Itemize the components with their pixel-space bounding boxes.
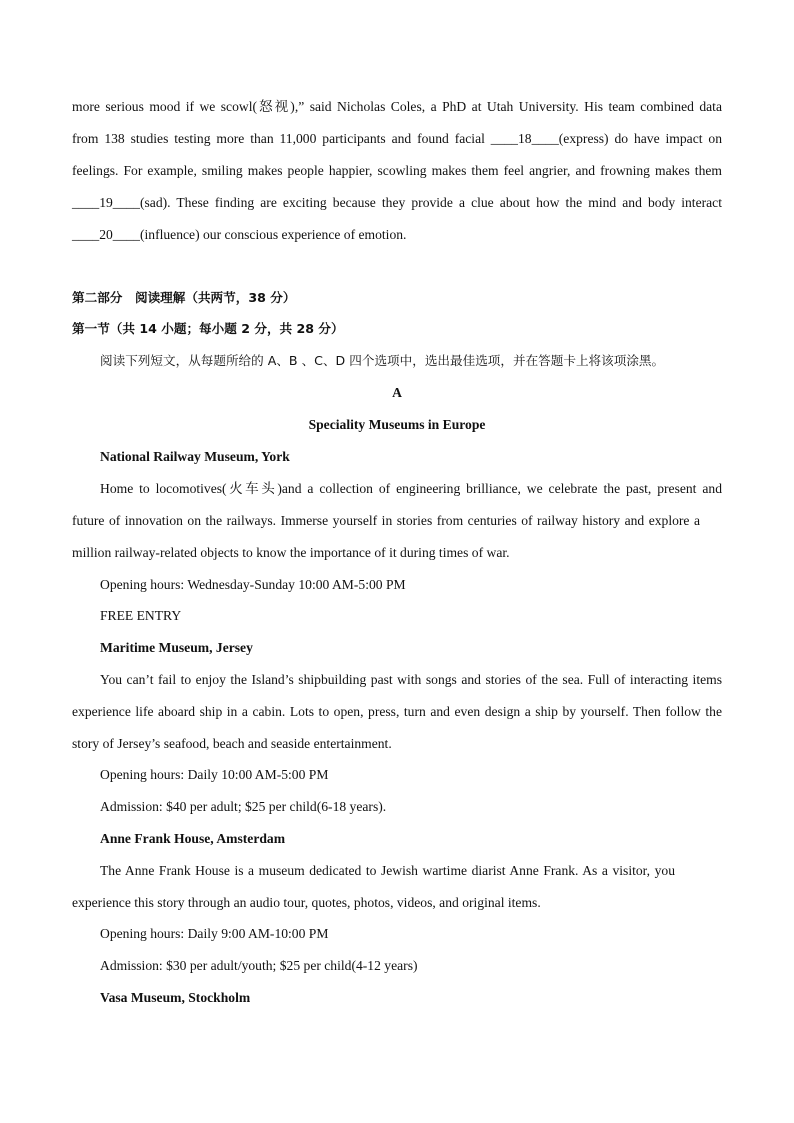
museum-hours: Opening hours: Daily 10:00 AM-5:00 PM (100, 767, 329, 782)
sub-heading: 第一节（共 14 小题；每小题 2 分，共 28 分） (72, 321, 344, 336)
museum-hours: Opening hours: Daily 9:00 AM-10:00 PM (100, 926, 329, 941)
instructions: 阅读下列短文，从每题所给的 A、B 、C、D 四个选项中，选出最佳选项，并在答题卡上将该项涂黑。 (100, 353, 665, 368)
museum-desc-line: story of Jersey’s seafood, beach and seaside entertainment. (72, 736, 392, 751)
cloze-line-4: ____19____(sad). These finding are exciting because they provide a clue about how the mind and body interact (72, 195, 722, 210)
cloze-line-3: feelings. For example, smiling makes people happier, scowling makes them feel angrier, and frowning makes them (72, 163, 722, 178)
cloze-line-5: ____20____(influence) our conscious experience of emotion. (72, 227, 407, 242)
museum-admission: Admission: $40 per adult; $25 per child(6-18 years). (100, 799, 387, 814)
passage-title: Speciality Museums in Europe (308, 417, 486, 432)
museum-desc-line: The Anne Frank House is a museum dedicated to Jewish wartime diarist Anne Frank. As a visitor, you (100, 863, 675, 878)
cloze-line-1: more serious mood if we scowl(怒视),” said Nicholas Coles, a PhD at Utah University. His team combined data (72, 99, 722, 114)
part-heading: 第二部分 阅读理解（共两节，38 分） (72, 290, 296, 305)
museum-name-railway: National Railway Museum, York (100, 449, 290, 464)
museum-desc-line: experience this story through an audio tour, quotes, photos, videos, and original items. (72, 895, 541, 910)
museum-hours: Opening hours: Wednesday-Sunday 10:00 AM-5:00 PM (100, 577, 406, 592)
museum-desc-line: million railway-related objects to know the importance of it during times of war. (72, 545, 510, 560)
museum-desc-line: experience life aboard ship in a cabin. Lots to open, press, turn and even design a ship by yourself. Then follow the (72, 704, 722, 719)
museum-desc-line: future of innovation on the railways. Immerse yourself in stories from centuries of railway history and explore a (72, 513, 700, 528)
museum-name-maritime: Maritime Museum, Jersey (100, 640, 253, 655)
museum-name-anne-frank: Anne Frank House, Amsterdam (100, 831, 286, 846)
museum-name-vasa: Vasa Museum, Stockholm (100, 990, 251, 1005)
museum-admission: FREE ENTRY (100, 608, 182, 623)
cloze-line-2: from 138 studies testing more than 11,000 participants and found facial ____18____(express) do have impact on (72, 131, 722, 146)
passage-letter: A (392, 385, 402, 400)
museum-desc-line: Home to locomotives(火车头)and a collection of engineering brilliance, we celebrate the past, present and (100, 481, 722, 496)
museum-desc-line: You can’t fail to enjoy the Island’s shipbuilding past with songs and stories of the sea. Full of interacting items (100, 672, 722, 687)
museum-admission: Admission: $30 per adult/youth; $25 per child(4-12 years) (100, 958, 418, 973)
